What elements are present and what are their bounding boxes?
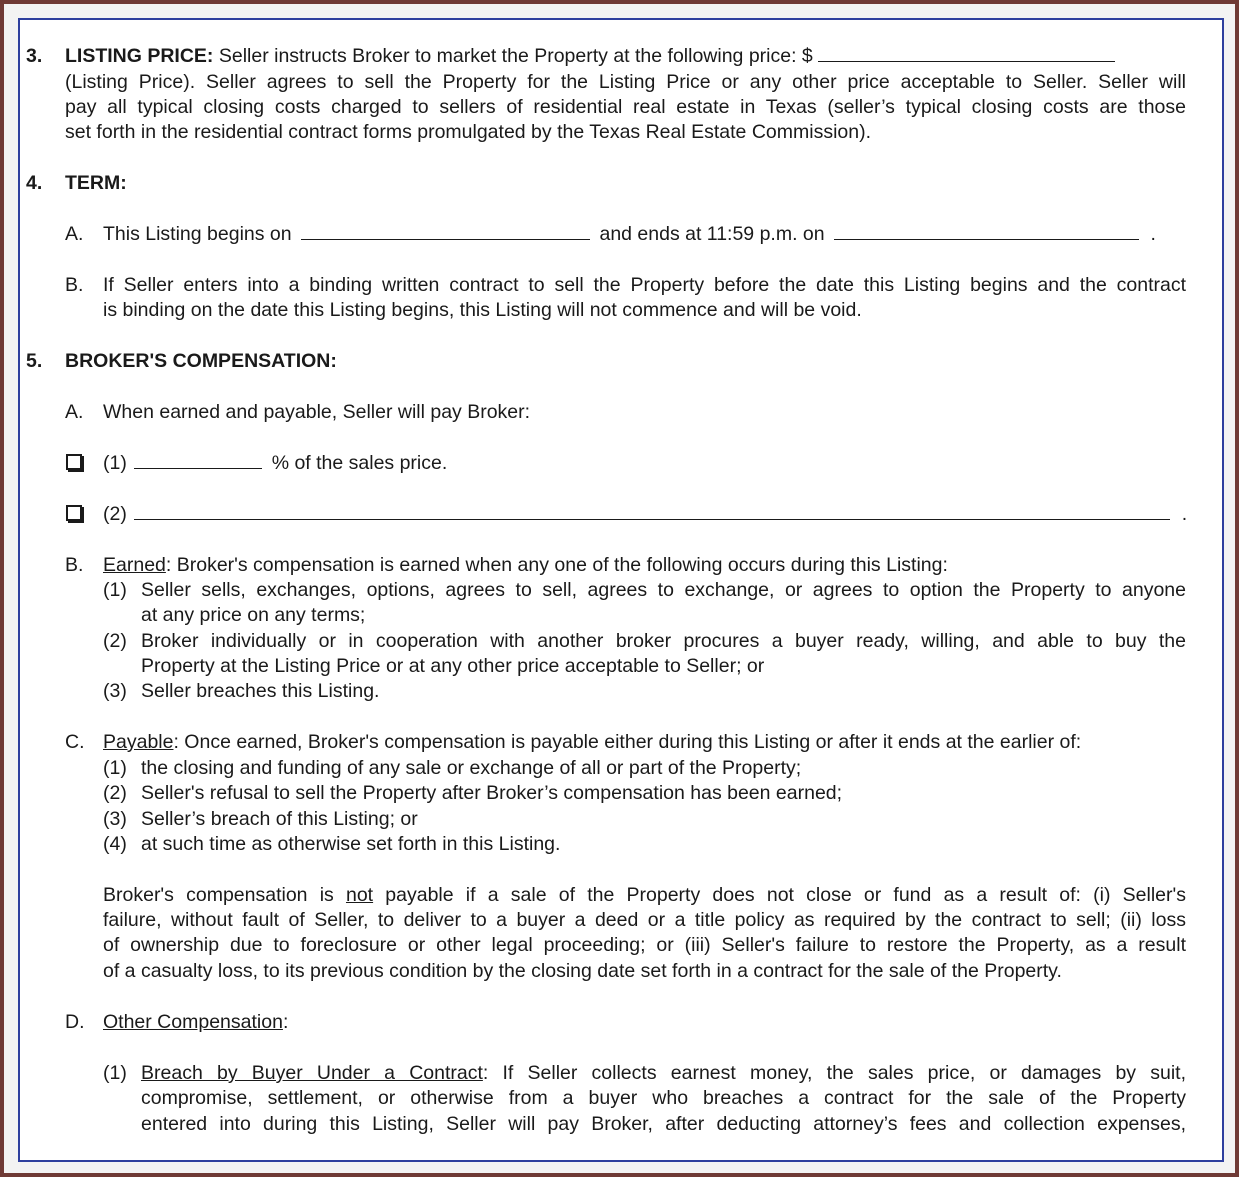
- payable-paragraph-line-3: of ownership due to foreclosure or other legal proceeding; or (iii) Seller's failure to restore the Property, as a result: [103, 934, 1186, 956]
- other-compensation-term: Other Compensation: [103, 1011, 283, 1033]
- earned-item-1-line-1: Seller sells, exchanges, options, agrees to sell, agrees to exchange, or agrees to option the Property to anyone: [141, 579, 1186, 601]
- payable-item-2-number: (2): [103, 782, 127, 804]
- option-2-checkbox[interactable]: [66, 505, 82, 521]
- section-4a-label: A.: [65, 223, 84, 245]
- listing-price-blank[interactable]: [818, 45, 1115, 62]
- earned-text: : Broker's compensation is earned when any one of the following occurs during this Listing:: [165, 554, 948, 576]
- document-content: [20, 20, 1226, 1164]
- section-4b-line-2: is binding on the date this Listing begins, this Listing will not commence and will be void.: [103, 299, 862, 321]
- earned-item-2-number: (2): [103, 630, 127, 652]
- listing-ends-label: and ends at 11:59 p.m. on: [599, 223, 825, 245]
- payable-paragraph-line-4: of a casualty loss, to its previous condition by the closing date set forth in a contract for the sale of the Property.: [103, 960, 1062, 982]
- breach-text-1: : If Seller collects earnest money, the sales price, or damages by suit,: [482, 1062, 1186, 1084]
- option-1-checkbox[interactable]: [66, 454, 82, 470]
- percent-blank[interactable]: [134, 452, 262, 469]
- payable-term: Payable: [103, 731, 174, 753]
- listing-begins-label: This Listing begins on: [103, 223, 292, 245]
- section-3-line-2: (Listing Price). Seller agrees to sell the Property for the Listing Price or any other price acceptable to Seller. Seller will: [65, 71, 1186, 93]
- earned-item-2-line-1: Broker individually or in cooperation with another broker procures a buyer ready, willing, and able to buy the: [141, 630, 1186, 652]
- earned-item-3-line-1: Seller breaches this Listing.: [141, 680, 380, 702]
- section-5c-label: C.: [65, 731, 85, 753]
- breach-item-number: (1): [103, 1062, 127, 1084]
- payable-item-4-number: (4): [103, 833, 127, 855]
- earned-term: Earned: [103, 554, 166, 576]
- payable-paragraph-line-2: failure, without fault of Seller, to deliver to a buyer a deed or a title policy as required by the contract to sell; (ii) loss: [103, 909, 1186, 931]
- payable-item-3-number: (3): [103, 808, 127, 830]
- end-date-period: .: [1150, 223, 1156, 245]
- earned-item-1-line-2: at any price on any terms;: [141, 604, 366, 626]
- payable-paragraph-rest: payable if a sale of the Property does not close or fund as a result of: (i) Seller's: [373, 884, 1186, 906]
- section-5d-label: D.: [65, 1011, 85, 1033]
- section-5b-line: [103, 553, 948, 577]
- begin-date-blank[interactable]: [301, 223, 590, 240]
- breach-line-1: [141, 1061, 1186, 1085]
- section-5a-text: When earned and payable, Seller will pay Broker:: [103, 401, 531, 423]
- window-frame: [4, 4, 1235, 1173]
- section-3-number: 3.: [26, 45, 43, 67]
- section-3-line-4: set forth in the residential contract forms promulgated by the Texas Real Estate Commission).: [65, 121, 872, 143]
- other-compensation-colon: :: [282, 1011, 289, 1033]
- option-1-line: [103, 451, 447, 475]
- option-1-number: (1): [103, 452, 127, 474]
- section-5-heading: BROKER'S COMPENSATION:: [65, 350, 337, 372]
- option-1-text: % of the sales price.: [271, 452, 448, 474]
- payable-item-3-text: Seller’s breach of this Listing; or: [141, 808, 418, 830]
- payable-item-2-text: Seller's refusal to sell the Property after Broker’s compensation has been earned;: [141, 782, 843, 804]
- option-2-number: (2): [103, 503, 127, 525]
- payable-item-1-number: (1): [103, 757, 127, 779]
- breach-line-2: compromise, settlement, or otherwise from a buyer who breaches a contract for the sale of the Property: [141, 1087, 1186, 1109]
- payable-paragraph-line-1: [103, 883, 1186, 907]
- payable-item-1-text: the closing and funding of any sale or exchange of all or part of the Property;: [141, 757, 802, 779]
- section-5-number: 5.: [26, 350, 43, 372]
- option-2-period: .: [1181, 503, 1188, 525]
- section-5d-line: [103, 1010, 288, 1034]
- payable-item-4-text: at such time as otherwise set forth in this Listing.: [141, 833, 561, 855]
- not-term: not: [345, 884, 374, 906]
- earned-item-3-number: (3): [103, 680, 127, 702]
- earned-item-1-number: (1): [103, 579, 127, 601]
- section-3-line-1: [65, 44, 1115, 68]
- payable-text: : Once earned, Broker's compensation is payable either during this Listing or after it ends at the earlier of:: [173, 731, 1082, 753]
- payable-paragraph-start: Broker's compensation is: [103, 884, 346, 906]
- option-2-blank[interactable]: [134, 503, 1170, 520]
- breach-line-3: entered into during this Listing, Seller will pay Broker, after deducting attorney’s fees and collection expenses,: [141, 1113, 1186, 1135]
- section-5a-label: A.: [65, 401, 84, 423]
- section-4a-line: [103, 222, 1156, 246]
- section-5b-label: B.: [65, 554, 84, 576]
- breach-term: Breach by Buyer Under a Contract: [141, 1062, 483, 1084]
- section-3-line-3: pay all typical closing costs charged to sellers of residential real estate in Texas (seller’s typical closing costs are those: [65, 96, 1186, 118]
- section-5c-line: [103, 730, 1081, 754]
- section-4-heading: TERM:: [65, 172, 127, 194]
- section-4-number: 4.: [26, 172, 43, 194]
- section-4b-label: B.: [65, 274, 84, 296]
- document-page: [18, 18, 1224, 1162]
- earned-item-2-line-2: Property at the Listing Price or at any other price acceptable to Seller; or: [141, 655, 765, 677]
- end-date-blank[interactable]: [834, 223, 1139, 240]
- section-3-heading: LISTING PRICE:: [65, 45, 214, 67]
- section-4b-line-1: If Seller enters into a binding written contract to sell the Property before the date this Listing begins and the contract: [103, 274, 1186, 296]
- option-2-line: [103, 502, 1187, 526]
- section-3-text-1: Seller instructs Broker to market the Property at the following price: $: [218, 45, 813, 67]
